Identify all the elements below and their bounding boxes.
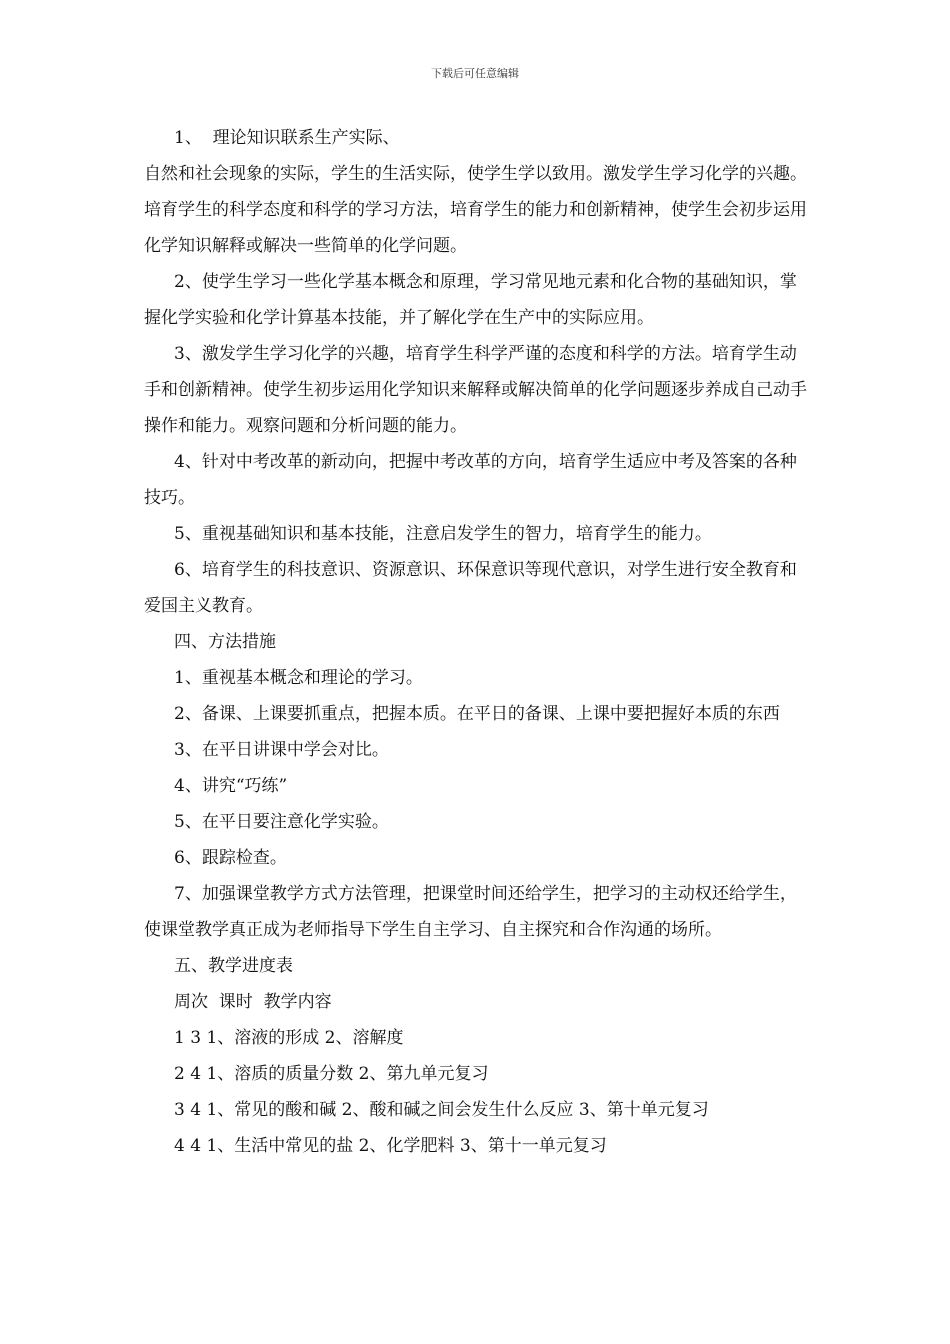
- schedule-header-row: 周次 课时 教学内容: [174, 992, 332, 1012]
- paragraph-method-6: 6、跟踪检查。: [174, 848, 287, 868]
- paragraph-objective-4: 4、针对中考改革的新动向，把握中考改革的方向，培育学生适应中考及答案的各种技巧。: [144, 452, 797, 508]
- paragraph-method-1: 1、重视基本概念和理论的学习。: [174, 668, 423, 688]
- document-body: [144, 120, 808, 1164]
- paragraph-method-5: 5、在平日要注意化学实验。: [174, 812, 389, 832]
- paragraph-method-7: 7、加强课堂教学方式方法管理，把课堂时间还给学生，把学习的主动权还给学生，使课堂教学真正成为老师指导下学生自主学习、自主探究和合作沟通的场所。: [144, 884, 797, 940]
- section-heading-methods: 四、方法措施: [174, 632, 276, 652]
- schedule-row-1: 1 3 1、溶液的形成 2、溶解度: [174, 1028, 404, 1048]
- paragraph-method-2: 2、备课、上课要抓重点，把握本质。在平日的备课、上课中要把握好本质的东西: [174, 704, 780, 724]
- paragraph-objective-5: 5、重视基础知识和基本技能，注意启发学生的智力，培育学生的能力。: [174, 524, 712, 544]
- paragraph-objective-1-continued: 自然和社会现象的实际，学生的生活实际，使学生学以致用。激发学生学习化学的兴趣。培育学生的科学态度和科学的学习方法，培育学生的能力和创新精神，使学生会初步运用化学知识解释或解决一些简单的化学问题。: [144, 164, 807, 256]
- schedule-row-2: 2 4 1、溶质的质量分数 2、第九单元复习: [174, 1064, 489, 1084]
- schedule-row-3: 3 4 1、常见的酸和碱 2、酸和碱之间会发生什么反应 3、第十单元复习: [174, 1100, 709, 1120]
- paragraph-objective-6: 6、培育学生的科技意识、资源意识、环保意识等现代意识，对学生进行安全教育和爱国主义教育。: [144, 560, 797, 616]
- paragraph-objective-2: 2、使学生学习一些化学基本概念和原理，学习常见地元素和化合物的基础知识，掌握化学实验和化学计算基本技能，并了解化学在生产中的实际应用。: [144, 272, 797, 328]
- page-header: 下载后可任意编辑: [431, 67, 519, 80]
- paragraph-objective-1: 1、 理论知识联系生产实际、: [174, 128, 400, 148]
- paragraph-method-3: 3、在平日讲课中学会对比。: [174, 740, 389, 760]
- paragraph-objective-3: 3、激发学生学习化学的兴趣，培育学生科学严谨的态度和科学的方法。培育学生动手和创新精神。使学生初步运用化学知识来解释或解决简单的化学问题逐步养成自己动手操作和能力。观察问题和分析问题的能力。: [144, 344, 807, 436]
- section-heading-schedule: 五、教学进度表: [174, 956, 293, 976]
- paragraph-method-4: 4、讲究“巧练”: [174, 776, 288, 796]
- schedule-row-4: 4 4 1、生活中常见的盐 2、化学肥料 3、第十一单元复习: [174, 1136, 607, 1156]
